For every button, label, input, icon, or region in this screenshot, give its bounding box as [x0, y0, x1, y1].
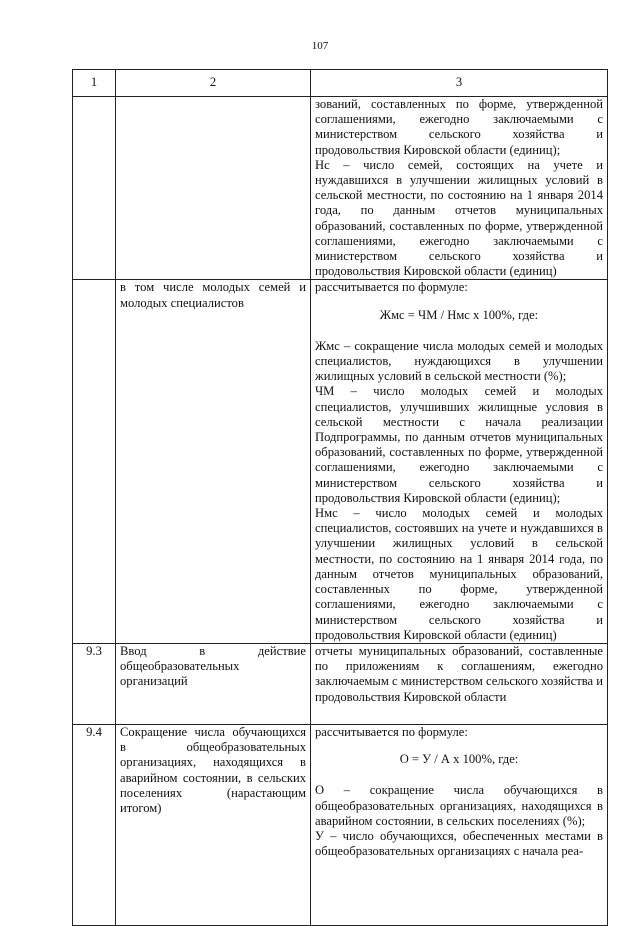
table-header-row [73, 70, 608, 97]
calculation-method [311, 724, 608, 925]
method-paragraph: Жмс – сокращение числа молодых семей и молодых специалистов, нуждающихся в улучшении жилищных условий в сельской местности (%); [315, 338, 603, 384]
calculation-method [311, 280, 608, 643]
method-paragraph: отчеты муниципальных образований, составленные по приложениям к соглашениям, ежегодно заключаемым с министерством сельского хозяйства и продовольствия Кировской области [315, 643, 603, 704]
method-paragraph: Нс – число семей, состоящих на учете и нуждавшихся в улучшении жилищных условий в сельской местности, по состоянию на 1 января 2014 года, по данным отчетов муниципальных образований, составленных по форме, утвержденной соглашениями, ежегодно заключаемыми с министерством сельского хозяйства и продовольствия Кировской области (единиц) [315, 157, 603, 279]
table-row [73, 724, 608, 925]
row-number [73, 280, 116, 643]
formula: Жмс = ЧМ / Нмс х 100%, где: [379, 307, 539, 322]
table-row [73, 280, 608, 643]
indicator-name [116, 97, 311, 280]
method-intro: рассчитывается по формуле: [315, 280, 468, 295]
indicator-name: Сокращение числа обучающихся в общеобразовательных организациях, находящихся в аварийном состоянии, в сельских поселениях (нарастающим итогом) [116, 724, 311, 925]
method-paragraph: У – число обучающихся, обеспеченных местами в общеобразовательных организациях с начала реа- [315, 828, 603, 859]
formula: О = У / А х 100%, где: [399, 752, 519, 767]
row-number: 9.3 [73, 643, 116, 724]
page-number: 107 [311, 40, 329, 52]
calculation-method [311, 97, 608, 280]
table-row [73, 97, 608, 280]
method-intro: рассчитывается по формуле: [315, 724, 468, 739]
row-number [73, 97, 116, 280]
indicator-table [72, 69, 608, 926]
indicator-name: Ввод в действие общеобразовательных организаций [116, 643, 311, 724]
column-header-2: 2 [116, 70, 311, 97]
method-paragraph: ЧМ – число молодых семей и молодых специалистов, улучшивших жилищные условия в сельской местности с начала реализации Подпрограммы, по данным отчетов муниципальных образований, составленных по форме, утвержденной соглашениями, ежегодно заключаемыми с министерством сельского хозяйства и продовольствия Кировской области (единиц); [315, 384, 603, 505]
indicator-name: в том числе молодых семей и молодых специалистов [116, 280, 311, 643]
column-header-3: 3 [311, 70, 608, 97]
method-paragraph: Нмс – число молодых семей и молодых специалистов, состоявших на учете и нуждавшихся в улучшении жилищных условий в сельской местности, по состоянию на 1 января 2014 года, по данным отчетов муниципальных образований, составленных по форме, утвержденной соглашениями, ежегодно заключаемыми с министерством сельского хозяйства и продовольствия Кировской области (единиц) [315, 506, 603, 642]
method-paragraph: зований, составленных по форме, утвержденной соглашениями, ежегодно заключаемыми с министерством сельского хозяйства и продовольствия Кировской области (единиц); [315, 97, 603, 157]
column-header-1: 1 [73, 70, 116, 97]
row-number: 9.4 [73, 724, 116, 925]
method-paragraph: О – сокращение числа обучающихся в общеобразовательных организациях, находящихся в аварийном состоянии, в сельских поселениях (%); [315, 783, 603, 828]
calculation-method [311, 643, 608, 724]
table-row [73, 643, 608, 724]
